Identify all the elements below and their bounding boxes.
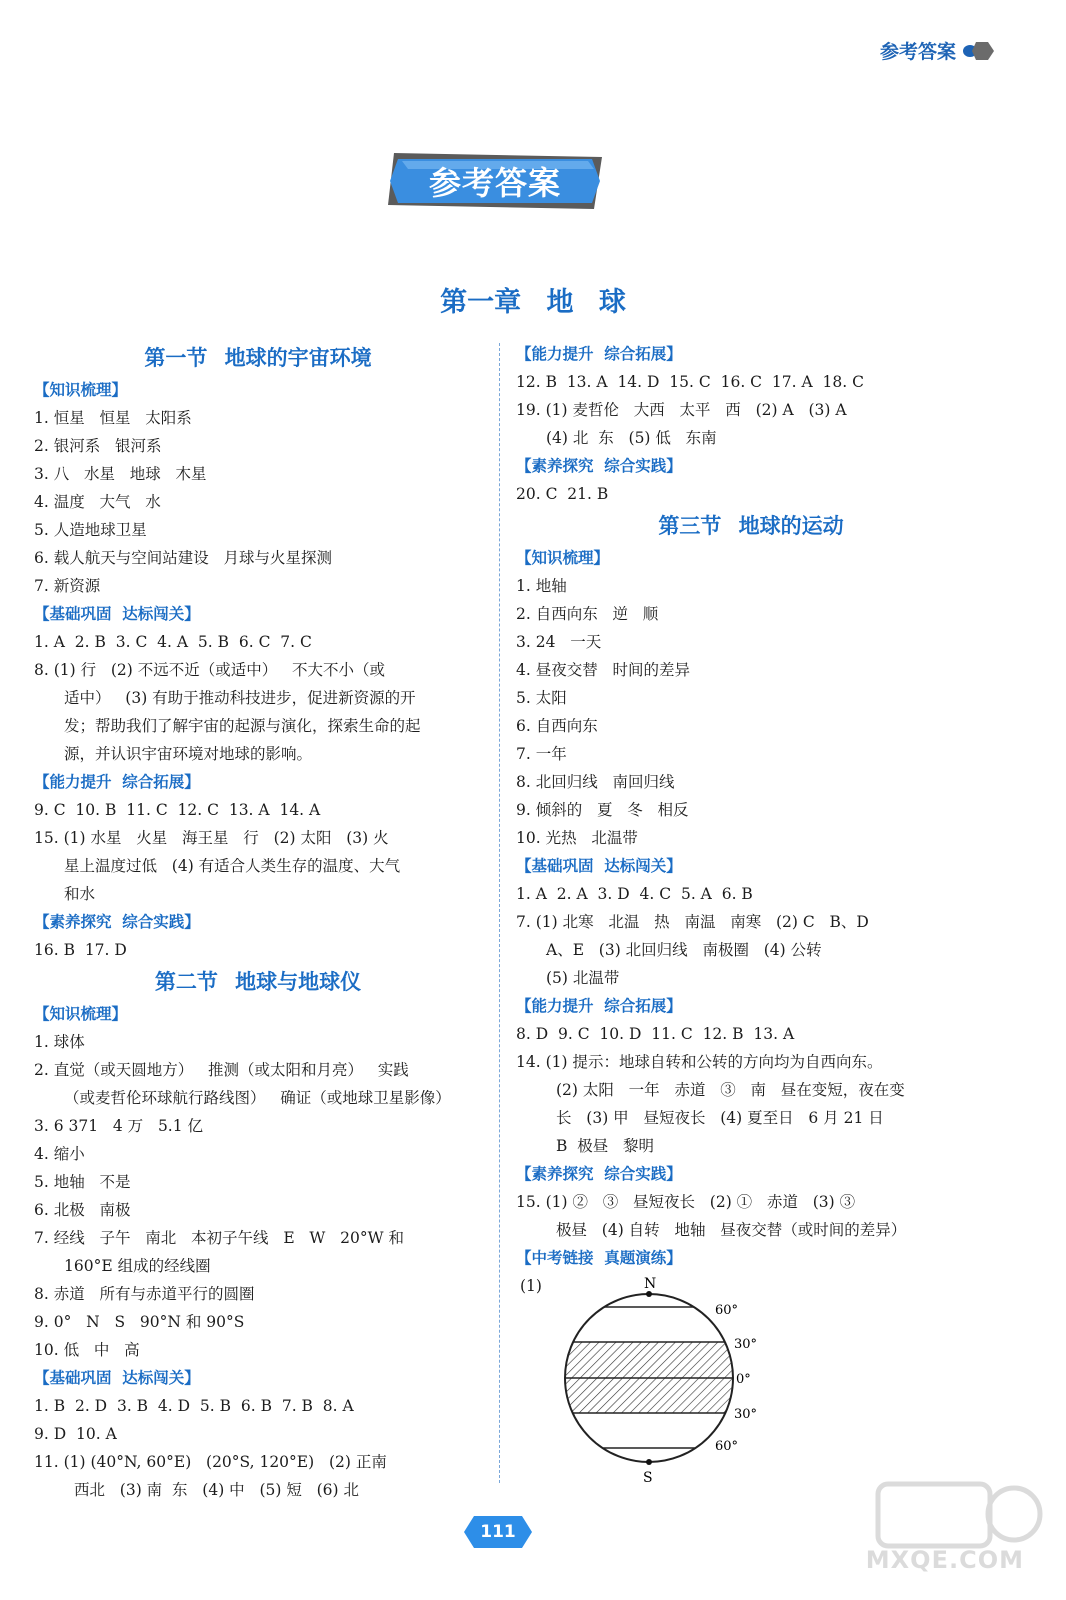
header-answer-tag xyxy=(880,37,996,64)
answer-line: 3. 6 371 4 万 5.1 亿 xyxy=(34,1117,204,1135)
answer-line: 10. 光热 北温带 xyxy=(516,829,638,847)
answer-line: 7. 一年 xyxy=(516,745,567,763)
north-pole-label: N xyxy=(644,1276,657,1292)
section-title: 第二节 地球与地球仪 xyxy=(154,970,362,994)
category-heading: 【能力提升 综合拓展】 xyxy=(516,997,682,1015)
category-heading: 【知识梳理】 xyxy=(34,1005,128,1023)
answer-line: 星上温度过低 (4) 有适合人类生存的温度、大气 xyxy=(64,857,401,875)
answer-line: 5. 地轴 不是 xyxy=(34,1173,131,1191)
earth-zones-diagram xyxy=(516,1272,986,1502)
answer-line: 160°E 组成的经线圈 xyxy=(64,1257,211,1275)
category-heading: 【中考链接 真题演练】 xyxy=(516,1249,682,1267)
answer-line: 西北 (3) 南 东 (4) 中 (5) 短 (6) 北 xyxy=(74,1481,360,1499)
answer-line: 1. 恒星 恒星 太阳系 xyxy=(34,409,192,427)
answer-line: 9. D 10. A xyxy=(34,1425,117,1443)
answer-line: 1. A 2. A 3. D 4. C 5. A 6. B xyxy=(516,885,753,903)
answer-line: 适中） (3) 有助于推动科技进步，促进新资源的开 xyxy=(64,689,416,707)
answer-line: 4. 缩小 xyxy=(34,1145,85,1163)
figure-label: (1) xyxy=(520,1277,542,1295)
answer-line: B 极昼 黎明 xyxy=(556,1137,655,1155)
answer-line: 1. A 2. B 3. C 4. A 5. B 6. C 7. C xyxy=(34,633,312,651)
right-lines xyxy=(516,340,986,1272)
category-heading: 【能力提升 综合拓展】 xyxy=(516,345,682,363)
answer-line: 20. C 21. B xyxy=(516,485,609,503)
answer-line: 10. 低 中 高 xyxy=(34,1341,140,1359)
answer-line: 15. (1) 水星 火星 海王星 行 (2) 太阳 (3) 火 xyxy=(34,829,389,847)
title-banner xyxy=(388,147,602,215)
category-heading: 【知识梳理】 xyxy=(34,381,128,399)
answer-line: 6. 北极 南极 xyxy=(34,1201,131,1219)
answer-line: 1. 地轴 xyxy=(516,577,567,595)
answer-line: (2) 太阳 一年 赤道 ③ 南 昼在变短，夜在变 xyxy=(556,1081,905,1099)
answer-line: 和水 xyxy=(64,885,96,903)
category-heading: 【能力提升 综合拓展】 xyxy=(34,773,200,791)
answer-line: 4. 昼夜交替 时间的差异 xyxy=(516,661,690,679)
category-heading: 【知识梳理】 xyxy=(516,549,610,567)
answer-line: 9. 0° N S 90°N 和 90°S xyxy=(34,1313,245,1331)
answer-line: 2. 银河系 银河系 xyxy=(34,437,162,455)
answer-line: 5. 太阳 xyxy=(516,689,567,707)
answer-line: 9. 倾斜的 夏 冬 相反 xyxy=(516,801,689,819)
answer-line: 6. 载人航天与空间站建设 月球与火星探测 xyxy=(34,549,332,567)
answer-line: 6. 自西向东 xyxy=(516,717,598,735)
answer-line: 长 (3) 甲 昼短夜长 (4) 夏至日 6 月 21 日 xyxy=(556,1109,884,1127)
lat-label-30s: 30° xyxy=(734,1407,758,1422)
answer-line: A、E (3) 北回归线 南极圈 (4) 公转 xyxy=(546,941,822,959)
answer-line: 1. B 2. D 3. B 4. D 5. B 6. B 7. B 8. A xyxy=(34,1397,354,1415)
answer-line: 发；帮助我们了解宇宙的起源与演化，探索生命的起 xyxy=(64,717,421,735)
category-heading: 【基础巩固 达标闯关】 xyxy=(34,1369,200,1387)
lat-label-0: 0° xyxy=(736,1372,751,1387)
lat-label-60s: 60° xyxy=(715,1439,739,1454)
chapter-title: 第一章 地 球 xyxy=(440,287,626,318)
answer-line: 7. 经线 子午 南北 本初子午线 E W 20°W 和 xyxy=(34,1229,404,1247)
answer-line: 7. (1) 北寒 北温 热 南温 南寒 (2) C B、D xyxy=(516,913,869,931)
answer-line: 1. 球体 xyxy=(34,1033,85,1051)
answer-line: 2. 直觉（或天圆地方） 推测（或太阳和月亮） 实践 xyxy=(34,1061,409,1079)
category-heading: 【素养探究 综合实践】 xyxy=(516,457,682,475)
page-number: 111 xyxy=(480,1522,516,1542)
lat-label-30n: 30° xyxy=(734,1337,758,1352)
answer-line: 3. 八 水星 地球 木星 xyxy=(34,465,207,483)
answer-line: 极昼 (4) 自转 地轴 昼夜交替（或时间的差异） xyxy=(556,1221,907,1239)
category-heading: 【素养探究 综合实践】 xyxy=(516,1165,682,1183)
answer-line: 源，并认识宇宙环境对地球的影响。 xyxy=(64,745,313,763)
section-title: 第三节 地球的运动 xyxy=(658,514,844,538)
answer-line: 16. B 17. D xyxy=(34,941,127,959)
answer-line: 9. C 10. B 11. C 12. C 13. A 14. A xyxy=(34,801,321,819)
answer-line: 4. 温度 大气 水 xyxy=(34,493,161,511)
answer-line: 8. 北回归线 南回归线 xyxy=(516,773,675,791)
answer-line: 8. 赤道 所有与赤道平行的圆圈 xyxy=(34,1285,255,1303)
answer-line: （或麦哲伦环球航行路线图） 确证（或地球卫星影像） xyxy=(64,1089,451,1107)
answer-line: 19. (1) 麦哲伦 大西 太平 西 (2) A (3) A xyxy=(516,401,847,419)
header-tag-text: 参考答案 xyxy=(879,41,956,63)
south-pole-dot xyxy=(646,1459,652,1465)
answer-line: 12. B 13. A 14. D 15. C 16. C 17. A 18. C xyxy=(516,373,864,391)
column-divider xyxy=(499,343,500,1483)
answer-line: 15. (1) ② ③ 昼短夜长 (2) ① 赤道 (3) ③ xyxy=(516,1193,856,1211)
answer-line: 5. 人造地球卫星 xyxy=(34,521,147,539)
left-column xyxy=(34,340,482,1504)
hexagon-icon xyxy=(960,40,996,62)
watermark-text: MXQE.COM xyxy=(865,1546,1024,1574)
answer-line: 14. (1) 提示：地球自转和公转的方向均为自西向东。 xyxy=(516,1053,883,1071)
answer-line: 8. (1) 行 (2) 不远不近（或适中） 不大不小（或 xyxy=(34,661,386,679)
category-heading: 【基础巩固 达标闯关】 xyxy=(516,857,682,875)
answer-line: 11. (1) (40°N, 60°E) (20°S, 120°E) (2) 正南 xyxy=(34,1453,387,1471)
section-title: 第一节 地球的宇宙环境 xyxy=(144,346,372,370)
answer-line: 2. 自西向东 逆 顺 xyxy=(516,605,659,623)
lat-label-60n: 60° xyxy=(715,1303,739,1318)
banner-title: 参考答案 xyxy=(428,164,561,202)
right-column xyxy=(516,340,986,1502)
south-pole-label: S xyxy=(643,1470,653,1486)
answer-line: (5) 北温带 xyxy=(546,969,620,987)
answer-line: 7. 新资源 xyxy=(34,577,101,595)
category-heading: 【素养探究 综合实践】 xyxy=(34,913,200,931)
answer-line: 8. D 9. C 10. D 11. C 12. B 13. A xyxy=(516,1025,795,1043)
earth-zones-figure xyxy=(516,1272,986,1502)
watermark xyxy=(865,1478,1048,1588)
answer-line: (4) 北 东 (5) 低 东南 xyxy=(546,429,717,447)
page-number-badge xyxy=(464,1514,532,1550)
answer-line: 3. 24 一天 xyxy=(516,633,602,651)
category-heading: 【基础巩固 达标闯关】 xyxy=(34,605,200,623)
